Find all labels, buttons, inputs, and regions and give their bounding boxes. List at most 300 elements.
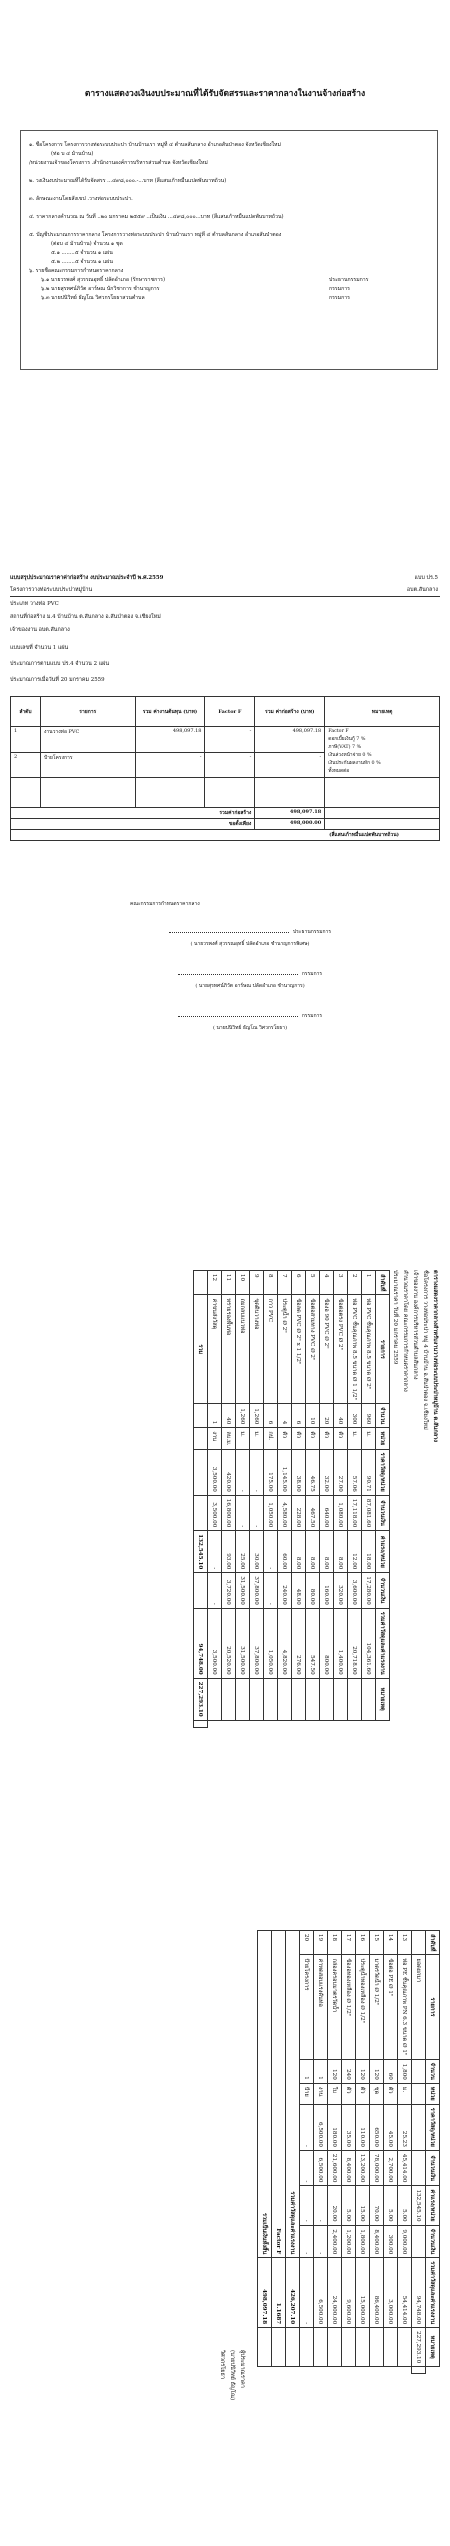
boq-cell: 15,000.00 [356, 2258, 370, 2328]
approx-row [11, 819, 440, 830]
boq-header: รายการ [426, 1955, 440, 2059]
boq-cell: 90.71 [362, 1449, 376, 1495]
table-row [264, 1271, 278, 1728]
boq-cell: มาตรวัดน้ำ Ø 1/2" [370, 1955, 384, 2059]
info-pr4: ประมาณการตามแบบ ปร.4 จำนวน 2 แผ่น [10, 661, 110, 667]
boq-cell: 87,081.60 [362, 1495, 376, 1530]
cell [194, 1271, 208, 1295]
boq-cell: 32.00 [320, 1449, 334, 1495]
row-total: 498,097.18 [255, 727, 325, 753]
table-row [362, 1271, 376, 1728]
boq-cell: ตัว [356, 2083, 370, 2104]
boq-cell: 5.00 [342, 2186, 356, 2225]
table-row [306, 1271, 320, 1728]
member-role: ประธานกรรมการ [329, 277, 369, 283]
line-bill-2: ๕.๒ ........๕ จำนวน ๑ แผ่น [51, 259, 113, 265]
preparer-block [217, 1930, 247, 2400]
boq-cell: 4 [278, 1404, 292, 1428]
total-row [194, 1271, 208, 1728]
boq-cell: 80.00 [306, 1573, 320, 1608]
member-role: กรรมการ [329, 286, 350, 292]
page-pr5-form [0, 560, 450, 1250]
boq-cell [250, 1678, 264, 1720]
row-total: - [255, 752, 325, 778]
boq-cell: 6 [292, 1271, 306, 1295]
boq-cell [398, 2328, 412, 2367]
boq-cell: งาน [208, 1428, 222, 1449]
boq-cell: ข้องอทองเหลือง Ø 1/2" [342, 1955, 356, 2059]
carry-value [412, 2150, 426, 2185]
boq-cell: 120 [370, 2059, 384, 2083]
table-row [320, 1271, 334, 1728]
table-row [370, 1931, 384, 2374]
row-no: 2 [11, 752, 41, 778]
boq-cell: 276.00 [292, 1608, 306, 1678]
boq-cell: 31,500.00 [236, 1573, 250, 1608]
info-type: ประเภท วางท่อ PVC [10, 601, 59, 607]
boq-cell: 54,414.00 [398, 2258, 412, 2328]
boq-cell: 15.00 [356, 2186, 370, 2225]
boq-cell: 12.00 [348, 1531, 362, 1573]
boq-cell: ขุดดินวางท่อ [250, 1295, 264, 1404]
info-date: ประมาณการเมื่อวันที่ 20 มกราคม 2559 [10, 677, 105, 683]
sum-row-value: 426,207.10 [286, 2258, 300, 2328]
table-row [342, 1931, 356, 2374]
boq-header: หน่วย [376, 1428, 390, 1449]
sum-row [286, 1931, 300, 2374]
boq-cell: 6,500.00 [314, 2258, 328, 2328]
boq-cell: 2,400.00 [328, 2225, 342, 2258]
boq-cell: 2 [348, 1271, 362, 1295]
boq-cell: ตัว [306, 1428, 320, 1449]
boq-cell: 547.50 [306, 1608, 320, 1678]
boq-cell: ท่อ PVC ชั้นคุณภาพ 8.5 ขนาด Ø 1 1/2" [348, 1295, 362, 1404]
boq-caption-title: ตารางแสดงราคากลางสำหรับงานวางท่อระบบประปาหมู่บ้าน ต.สันกลาง [432, 1270, 438, 1443]
boq-cell: 5.00 [384, 2186, 398, 2225]
boq-cell: 180.00 [328, 2104, 342, 2150]
boq-cell: 24,000.00 [328, 2258, 342, 2328]
signature-name: ( นายวรพงศ์ สุวรรณอุทธิ์ ปลัดอำเภอ ชำนาญการพิเศษ) [190, 941, 310, 947]
page-title: ตารางแสดงวงเงินงบประมาณที่ได้รับจัดสรรและราคากลางในงานจ้างก่อสร้าง [84, 88, 366, 98]
col-cost: รวม ค่างานต้นทุน (บาท) [135, 697, 205, 727]
info-location: สถานที่ก่อสร้าง ม.4 บ้านบ้าน ต.สันกลาง อ.สันป่าตอง จ.เชียงใหม่ [10, 614, 161, 620]
boq-cell: 78,000.00 [370, 2150, 384, 2185]
form-title-row [10, 574, 440, 583]
boq-cell: ม. [398, 2083, 412, 2104]
boq-cell: 1,080.00 [334, 1495, 348, 1530]
boq-cell: 8,400.00 [370, 2225, 384, 2258]
member-name: ๖.๑ นายวรพงศ์ สุวรรณอุทธิ์ ปลัดอำเภอ (รักษาราชการ) [41, 277, 165, 283]
line-committee: ๖. รายชื่อคณะกรรมการกำหนดราคากลาง [29, 268, 124, 274]
boq-cell: 3 [334, 1271, 348, 1295]
boq-cell: ท่อ PVC ชั้นคุณภาพ 8.5 ขนาด Ø 2" [362, 1295, 376, 1404]
boq-cell [264, 1678, 278, 1720]
approx-label: ขอตั้งเพียง [11, 819, 255, 830]
boq-header: ค่าแรง/หน่วย [376, 1531, 390, 1573]
boq-cell: 14 [384, 1931, 398, 1955]
boq-cell: 3,000.00 [384, 2258, 398, 2328]
boq-cell: 20,718.00 [348, 1608, 362, 1678]
boq-cell: 3,600.00 [348, 1573, 362, 1608]
boq-cell: 6 [292, 1404, 306, 1428]
boq-cell: - [300, 2150, 314, 2185]
boq-cell: ตัว [320, 1428, 334, 1449]
total-label: รวม [194, 1295, 208, 1404]
boq-cell: 4,580.00 [278, 1495, 292, 1530]
boq-cell: 17,118.00 [348, 1495, 362, 1530]
boq-cell [356, 2328, 370, 2367]
boq-caption-line: เจ้าของงาน องค์การบริหารส่วนตำบลสันกลาง [412, 1270, 418, 1380]
boq-header: หมายเหตุ [426, 2328, 440, 2367]
boq-cell: 5 [306, 1271, 320, 1295]
boq-cell: - [264, 1573, 278, 1608]
boq-cell: 11 [222, 1271, 236, 1295]
page-boq-2 [0, 1910, 450, 2546]
total-value: 94,748.00 [194, 1608, 208, 1678]
boq-cell: 45.00 [384, 2104, 398, 2150]
grand-total-row-value: 498,097.18 [258, 2258, 272, 2328]
summary-table [10, 696, 440, 841]
boq-cell: 30.00 [250, 1531, 264, 1573]
boq-header: หมายเหตุ [376, 1678, 390, 1720]
boq-cell: ทรายรองพื้นท่อ [222, 1295, 236, 1404]
boq-cell: - [300, 2225, 314, 2258]
boq-cell [328, 2328, 342, 2367]
boq-cell: 160.00 [320, 1573, 334, 1608]
notes-cell [325, 727, 440, 778]
boq-cell: 4,820.00 [278, 1608, 292, 1678]
boq-cell: 16,800.00 [222, 1495, 236, 1530]
boq-cell: 17 [342, 1931, 356, 1955]
page-summary-form [0, 0, 450, 560]
boq-cell: 1,800 [398, 2059, 412, 2083]
boq-cell: 8.00 [306, 1531, 320, 1573]
boq-cell: กล่องครอบมาตรวัดน้ำ [328, 1955, 342, 2059]
boq-cell: 3,500.00 [208, 1495, 222, 1530]
boq-cell: 16 [356, 1931, 370, 1955]
boq-cell: 467.50 [306, 1495, 320, 1530]
boq-cell: - [250, 1495, 264, 1530]
boq-cell: 300 [348, 1404, 362, 1428]
boq-cell: 21,600.00 [328, 2150, 342, 2185]
table-row [222, 1271, 236, 1728]
boq-cell: ข้อต่อสามทาง PVC Ø 2" [306, 1295, 320, 1404]
boq-cell: 9 [250, 1271, 264, 1295]
boq-header: รวมค่าวัสดุและค่าแรงงาน [426, 2258, 440, 2328]
boq-cell [278, 1678, 292, 1720]
project-line: โครงการวางท่อระบบประปาหมู่บ้าน [10, 587, 93, 593]
boq-cell: ประตูน้ำทองเหลือง Ø 1/2" [356, 1955, 370, 2059]
boq-cell: 960 [362, 1404, 376, 1428]
row-item: งานวางท่อ PVC [40, 727, 135, 753]
boq-cell: 1 [300, 2059, 314, 2083]
total-value: 227,293.10 [194, 1678, 208, 1720]
note-line: ภาษี(VAT) 7 % [328, 745, 362, 750]
form-code: แบบ ปร.5 [414, 575, 438, 581]
row-cost: 498,097.18 [135, 727, 205, 753]
boq-cell [314, 2328, 328, 2367]
line-agency: /หน่วยงานเจ้าของโครงการ .สำนักงานองค์การบริหารส่วนตำบล จังหวัดเชียงใหม่ [29, 160, 208, 166]
boq-cell: 46.75 [306, 1449, 320, 1495]
preparer-role: ผู้ประมาณราคา [239, 2350, 245, 2388]
rotated-boq-2 [217, 1930, 440, 2400]
line-bill-1: ๕.๑ ........๕ จำนวน ๑ แผ่น [51, 250, 113, 256]
boq-cell: 6,500.00 [314, 2104, 328, 2150]
table-row [278, 1271, 292, 1728]
factor-row-value: 1.1687 [272, 2258, 286, 2328]
sum-row-label: รวมค่าวัสดุและค่าแรงงาน [286, 1931, 300, 2258]
boq-cell: 120 [328, 2059, 342, 2083]
boq-cell: ม. [348, 1428, 362, 1449]
table-row [236, 1271, 250, 1728]
boq-cell: ม. [236, 1428, 250, 1449]
member-name: ๖.๒ นายสุรทศน์ภิวัต อาร์ษณ นักวิชาการ ชำนาญการ [41, 286, 160, 292]
total-value [194, 1404, 208, 1428]
boq-cell: 1 [208, 1404, 222, 1428]
boq-cell: 1,050.00 [264, 1495, 278, 1530]
boq-cell: 60 [384, 2059, 398, 2083]
total-value [194, 1428, 208, 1449]
boq-cell [370, 2328, 384, 2367]
words-row [11, 830, 440, 841]
boq-cell: - [264, 1531, 278, 1573]
boq-cell: 10 [236, 1271, 250, 1295]
table-row [384, 1931, 398, 2374]
boq-cell: ตัว [342, 2083, 356, 2104]
boq-cell: 1,400.00 [334, 1608, 348, 1678]
row-factor: - [205, 727, 255, 753]
boq-cell [334, 1678, 348, 1720]
boq-cell: 175.00 [264, 1449, 278, 1495]
carry-value [412, 2059, 426, 2083]
boq-header: รายการ [376, 1295, 390, 1404]
boq-cell: ค่าทดสอบแรงดันท่อ [314, 1955, 328, 2059]
boq-cell: - [236, 1495, 250, 1530]
boq-header: จำนวนเงิน [376, 1495, 390, 1530]
boq-cell: 3,500.00 [208, 1608, 222, 1678]
boq-cell: 110.00 [356, 2104, 370, 2150]
committee-member [29, 276, 429, 285]
boq-cell: 8.00 [334, 1531, 348, 1573]
carry-value [412, 2367, 426, 2374]
carry-value: 227,293.10 [412, 2328, 426, 2367]
boq-cell: ม. [362, 1428, 376, 1449]
boq-caption-line: ประมาณราคา วันที่ 20 มกราคม 2559 [392, 1270, 398, 1365]
boq-cell: 1,260 [250, 1404, 264, 1428]
boq-caption-line: ชื่อโครงการ วางท่อประปา หมู่ 4 บ้านบ้าน อ.สันป่าตอง จ.เชียงใหม่ [422, 1270, 428, 1430]
boq-cell: ลบ.ม. [222, 1428, 236, 1449]
boq-cell: - [250, 1449, 264, 1495]
boq-cell: 38.00 [292, 1449, 306, 1495]
line-reference-price: ๔. ราคากลางคำนวณ ณ วันที่ ..๒๐ มกราคม ๒๕๕๙ ..เป็นเงิน ...๔๙๘,๐๐๐...บาท (สี่แสนเก้าหมื่นแปดพันบาทถ้วน) [29, 214, 284, 220]
boq-cell: 19 [314, 1931, 328, 1955]
info-owner: เจ้าของงาน อบต.สันกลาง [10, 627, 70, 633]
boq-cell: - [300, 2104, 314, 2150]
boq-cell: 6 [264, 1404, 278, 1428]
page-boq-1 [0, 1250, 450, 1910]
table-row [328, 1931, 342, 2374]
cell [258, 2328, 272, 2367]
boq-cell [384, 2328, 398, 2367]
boq-header: จำนวน [426, 2059, 440, 2083]
table-row [11, 727, 440, 753]
boq-cell: ถมกลบแนวท่อ [236, 1295, 250, 1404]
divider [10, 596, 440, 597]
boq-cell: 35.00 [342, 2104, 356, 2150]
committee-heading: คณะกรรมการกำหนดราคากลาง [130, 901, 200, 907]
boq-cell: 8.00 [292, 1531, 306, 1573]
boq-cell [306, 1678, 320, 1720]
boq-cell: - [208, 1531, 222, 1573]
total-value [194, 1495, 208, 1530]
boq-cell: 640.00 [320, 1495, 334, 1530]
carry-value [412, 2083, 426, 2104]
member-name: ๖.๓ นายปนิวิทย์ ธัญโณ วิศวกรโยธาสวนตำบล [41, 295, 145, 301]
boq-cell: ป้าย [300, 2083, 314, 2104]
boq-cell: ข้องอ 90 PVC Ø 2" [320, 1295, 334, 1404]
boq-cell: 1,200.00 [342, 2225, 356, 2258]
boq-cell: ตัว [334, 1428, 348, 1449]
boq-cell: ค่าขนส่งวัสดุ [208, 1295, 222, 1404]
boq-cell: 4 [320, 1271, 334, 1295]
boq-cell: 300.00 [384, 2225, 398, 2258]
boq-header: รวมค่าวัสดุและค่าแรงงาน [376, 1608, 390, 1678]
grand-total-row [258, 1931, 272, 2374]
signature-line [178, 974, 298, 975]
boq-cell: ตัว [278, 1428, 292, 1449]
boq-cell: ป้ายโครงการ [300, 1955, 314, 2059]
boq-cell: ข้อต่อตรง PVC Ø 2" [334, 1295, 348, 1404]
boq-cell [320, 1678, 334, 1720]
line-project-sub: (ท่อ บ ๔ ม้านบ้าน) [51, 151, 94, 157]
amount-in-words: (สี่แสนเก้าหมื่นแปดพันบาทถ้วน) [11, 830, 440, 841]
boq-header: ราคาวัสดุ/หน่วย [376, 1449, 390, 1495]
boq-cell: - [300, 2186, 314, 2225]
total-value [194, 1449, 208, 1495]
table-row [348, 1271, 362, 1728]
row-no: 1 [11, 727, 41, 753]
boq-header: ราคาวัสดุ/หน่วย [426, 2104, 440, 2150]
boq-cell: 1 [314, 2059, 328, 2083]
boq-cell: 7 [278, 1271, 292, 1295]
col-total: รวม ค่าก่อสร้าง (บาท) [255, 697, 325, 727]
boq-cell [208, 1678, 222, 1720]
boq-cell: 25.00 [236, 1531, 250, 1573]
row-item: ป้ายโครงการ [40, 752, 135, 778]
boq-cell: 240 [342, 2059, 356, 2083]
boq-cell: 40 [334, 1404, 348, 1428]
boq-cell: ตัว [384, 2083, 398, 2104]
preparer-name: (นายปนิวิทย์ ธัญโณ) [229, 2350, 235, 2401]
boq-cell: - [208, 1573, 222, 1608]
note-line: Factor F [328, 729, 349, 734]
row-cost: - [135, 752, 205, 778]
boq-cell: ข้อลด PVC Ø 2" x 1 1/2" [292, 1295, 306, 1404]
table-row [356, 1931, 370, 2374]
boq-cell: 60.00 [278, 1531, 292, 1573]
signature-role: กรรมการ [301, 1013, 323, 1019]
grand-total-row-label: รวมเป็นเงินทั้งสิ้น [258, 1931, 272, 2258]
boq-cell: งาน [314, 2083, 328, 2104]
preparer-position: วิศวกรโยธา [219, 2350, 225, 2380]
signature-role: กรรมการ [301, 971, 323, 977]
boq-cell: 104,361.60 [362, 1608, 376, 1678]
boq-cell: - [236, 1449, 250, 1495]
boq-table-1 [193, 1270, 390, 1728]
boq-cell: 31,500.00 [236, 1608, 250, 1678]
total-value [194, 1720, 208, 1727]
signature-name: ( นายสุรทศน์ภิวัต อาร์ษณ ปลัดอำเภอ ชำนาญการ) [195, 983, 305, 989]
boq-cell: - [314, 2225, 328, 2258]
total-value [194, 1573, 208, 1608]
line-description: ๓. ลักษณะงานโดยสังเขป .วางท่อระบบประปา. [29, 196, 133, 202]
boq-cell: กป. [264, 1428, 278, 1449]
boq-cell: 8.00 [320, 1531, 334, 1573]
boq-cell: ชุด [370, 2083, 384, 2104]
boq-cell: ตัว [292, 1428, 306, 1449]
col-remark: หมายเหตุ [325, 697, 440, 727]
table-row [300, 1931, 314, 2374]
boq-header: จำนวนเงิน [426, 2150, 440, 2185]
form-title: แบบสรุปประมาณราคาค่าก่อสร้าง งบประมาณประจำปี พ.ศ.2559 [10, 575, 164, 581]
boq-cell: 27.00 [334, 1449, 348, 1495]
boq-cell [348, 1678, 362, 1720]
boq-cell: 12 [208, 1271, 222, 1295]
col-factor: Factor F [205, 697, 255, 727]
boq-cell: ข้อต่อ PE Ø 1" [384, 1955, 398, 2059]
carry-value: 94,748.00 [412, 2258, 426, 2328]
carry-row [412, 1931, 426, 2374]
line-project: ๑. ชื่อโครงการ โครงการวางท่อระบบประปา บ้านบ้านเรา หมู่ที่ ๔ ตำบลสันกลาง อำเภอสันป่าตอง จังหวัดเชียงใหม่ [29, 142, 281, 148]
boq-cell [362, 1678, 376, 1720]
cell [272, 2328, 286, 2367]
note-line: ดอกเบี้ยเงินกู้ 7 % [328, 737, 366, 742]
boq-cell: 10 [306, 1404, 320, 1428]
sum-row [11, 808, 440, 819]
table-row [314, 1931, 328, 2374]
boq-cell: ม. [250, 1428, 264, 1449]
boq-cell: ใบ [328, 2083, 342, 2104]
boq-cell: 6,500.00 [314, 2150, 328, 2185]
boq-cell: ท่อ PE ชั้นคุณภาพ PN 6.3 ขนาด Ø 1" [398, 1955, 412, 2059]
boq-cell: 20 [320, 1404, 334, 1428]
boq-cell: 420.00 [222, 1449, 236, 1495]
line-bill-sub: (ต่อบ ๔ ม้านบ้าน) จำนวน ๑ ชุด [51, 241, 123, 247]
boq-cell: 240.00 [278, 1573, 292, 1608]
table-row [334, 1271, 348, 1728]
boq-cell: 1,050.00 [264, 1608, 278, 1678]
carry-value [412, 2225, 426, 2258]
boq-caption-line: คำนวณราคาโดย คณะกรรมการกำหนดราคากลาง [402, 1270, 408, 1392]
committee-member [29, 294, 429, 303]
boq-cell: 2,700.00 [384, 2150, 398, 2185]
boq-cell: 320.00 [334, 1573, 348, 1608]
boq-cell: 1,260 [236, 1404, 250, 1428]
boq-cell: 8 [264, 1271, 278, 1295]
summary-box [20, 130, 438, 370]
factor-row [272, 1931, 286, 2374]
boq-cell: 18 [328, 1931, 342, 1955]
boq-cell: 18.00 [362, 1531, 376, 1573]
boq-cell: 17,280.00 [362, 1573, 376, 1608]
signature-block [150, 928, 350, 948]
sum-value: 498,097.18 [255, 808, 325, 819]
boq-cell: 9,600.00 [342, 2258, 356, 2328]
col-item: รายการ [40, 697, 135, 727]
boq-cell: 20 [300, 1931, 314, 1955]
boq-cell: 1,800.00 [356, 2225, 370, 2258]
note-line: เงินประกันผลงานหัก 0 % [328, 761, 381, 766]
